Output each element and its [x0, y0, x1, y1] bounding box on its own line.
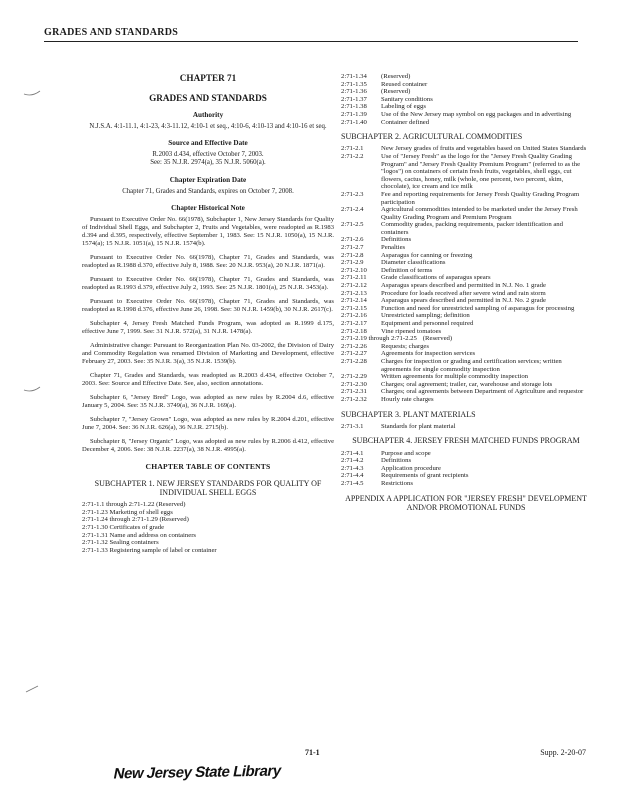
section-title: Restrictions — [381, 479, 413, 487]
toc-item[interactable] — [341, 206, 591, 221]
toc-item[interactable] — [341, 88, 591, 96]
section-number: 2:71-4.5 — [341, 479, 364, 487]
section-number: 2:71-4.1 — [341, 449, 364, 457]
section-title: Hourly rate charges — [381, 395, 434, 403]
section-number: 2:71-4.3 — [341, 464, 364, 472]
header-rule — [44, 41, 578, 42]
toc-item[interactable]: 2:71-1.30 Certificates of grade — [82, 524, 165, 531]
section-number: 2:71-2.1 — [341, 145, 364, 153]
subchapter-4-heading: SUBCHAPTER 4. JERSEY FRESH MATCHED FUNDS PROGRAM — [352, 436, 580, 446]
toc-item[interactable] — [341, 457, 591, 465]
history-paragraph: Pursuant to Executive Order No. 66(1978), Chapter 71, Grades and Standards, was readopted as R.1998 d.376, effective June 26, 1998. See: 30 N.J.R. 1459(b), 30 N.J.R. 2617(c). — [82, 297, 334, 313]
toc-item[interactable]: 2:71-1.1 through 2:71-1.22 (Reserved) — [82, 501, 186, 509]
expiration-text: Chapter 71, Grades and Standards, expires on October 7, 2008. — [122, 187, 294, 195]
section-title: New Jersey grades of fruits and vegetables based on United States Standards — [381, 145, 587, 153]
subchapter-1-continued — [341, 73, 591, 126]
toc-item[interactable] — [341, 221, 591, 236]
section-number: 2:71-2.13 — [341, 289, 367, 297]
history-paragraph: Administrative change: Pursuant to Reorganization Plan No. 03-2002, the Division of Dairy and Commodity Regulation was renamed Division of Marketing and Development, effective February 27, 2003. See: 35 N.J.R. 3(a), 35 N.J.R. 1539(b). — [82, 341, 334, 365]
section-title: Reused container — [381, 80, 428, 88]
section-title: Penalties — [381, 244, 406, 252]
section-title: Written agreements for multiple commodity inspection — [381, 373, 529, 381]
section-title: Labeling of eggs — [381, 103, 426, 111]
section-title: Definitions — [381, 236, 412, 244]
toc-item[interactable] — [341, 358, 591, 373]
subchapter-3-list — [341, 423, 591, 431]
section-title: Function and need for unrestricted sampling of asparagus for processing — [381, 304, 575, 312]
subchapter-2-heading: SUBCHAPTER 2. AGRICULTURAL COMMODITIES — [341, 132, 523, 142]
section-title: Asparagus for canning or freezing — [381, 251, 473, 259]
section-number: 2:71-2.3 — [341, 190, 364, 198]
authority-text: N.J.S.A. 4:1-11.1, 4:1-23, 4:3-11.12, 4:10-1 et seq., 4:10-6, 4:10-13 and 4:10-16 et seq. — [89, 123, 327, 130]
section-title: Charges for inspection or grading and certification services; written agreements for single commodity inspection — [381, 357, 562, 373]
section-title: Charges; oral agreements between Department of Agriculture and requestor — [381, 388, 584, 396]
source-heading: Source and Effective Date — [168, 139, 248, 148]
section-number: 2:71-2.17 — [341, 320, 367, 328]
supplement-date: Supp. 2-20-07 — [540, 748, 586, 757]
section-number: 2:71-2.27 — [341, 350, 367, 358]
section-number: 2:71-2.18 — [341, 327, 367, 335]
section-title: Use of "Jersey Fresh" as the logo for the "Jersey Fresh Quality Grading Program" and "Jersey Fresh Quality Premium Program" (referred to as the "logos") on containers of certain fresh fruits, vegetables, shell eggs, cut flowers, cactus, honey, milk (whole, one percent, two percent, skim, chocolate), ice cream and ice milk — [381, 152, 581, 191]
toc-item[interactable] — [341, 396, 591, 404]
section-number: 2:71-2.5 — [341, 221, 364, 229]
toc-item[interactable] — [341, 373, 591, 381]
toc-item[interactable] — [341, 236, 591, 244]
history-paragraph: Pursuant to Executive Order No. 66(1978), Chapter 71, Grades and Standards, was readopted as R.1988 d.370, effective July 8, 1988. See: 20 N.J.R. 953(a), 20 N.J.R. 1871(a). — [82, 253, 334, 269]
toc-item[interactable] — [341, 259, 591, 267]
section-number: 2:71-1.37 — [341, 95, 367, 103]
section-number: 2:71-2.19 through 2:71-2.25 — [341, 335, 417, 343]
toc-item[interactable] — [341, 290, 591, 298]
section-title: Diameter classifications — [381, 259, 446, 267]
chapter-number: CHAPTER 71 — [179, 73, 237, 83]
appendix-heading: APPENDIX A APPLICATION FOR "JERSEY FRESH" DEVELOPMENT AND/OR PROMOTIONAL FUNDS — [345, 493, 587, 512]
toc-item[interactable] — [341, 305, 591, 313]
source-line: R.2003 d.434, effective October 7, 2003. — [152, 151, 264, 159]
section-number: 2:71-2.6 — [341, 236, 364, 244]
section-number: 2:71-2.10 — [341, 266, 367, 274]
section-title: Vine ripened tomatoes — [381, 327, 442, 335]
toc-item[interactable]: 2:71-1.31 Name and address on containers — [82, 531, 197, 539]
section-number: 2:71-3.1 — [341, 422, 364, 430]
chapter-title: GRADES AND STANDARDS — [149, 93, 267, 103]
toc-item[interactable] — [341, 312, 591, 320]
toc-item[interactable] — [341, 244, 591, 252]
section-number: 2:71-1.38 — [341, 103, 367, 111]
toc-item[interactable] — [341, 297, 591, 305]
section-number: 2:71-1.36 — [341, 88, 367, 96]
section-number: 2:71-2.30 — [341, 380, 367, 388]
section-number: 2:71-1.35 — [341, 80, 367, 88]
toc-item[interactable] — [341, 73, 591, 81]
toc-item[interactable]: 2:71-1.23 Marketing of shell eggs — [82, 508, 173, 516]
toc-item[interactable]: 2:71-1.24 through 2:71-1.29 (Reserved) — [82, 516, 189, 524]
section-title: Agreements for inspection services — [381, 350, 476, 358]
section-title: Application procedure — [381, 464, 441, 472]
toc-item[interactable] — [341, 103, 591, 111]
toc-heading: CHAPTER TABLE OF CONTENTS — [145, 461, 271, 471]
section-number: 2:71-2.32 — [341, 395, 367, 403]
section-number: 2:71-2.14 — [341, 297, 367, 305]
page-number: 71-1 — [305, 748, 320, 757]
section-title: Container defined — [381, 118, 430, 126]
margin-mark — [22, 384, 42, 394]
margin-mark — [22, 88, 42, 98]
subchapter-1-heading: SUBCHAPTER 1. NEW JERSEY STANDARDS FOR QUALITY OF INDIVIDUAL SHELL EGGS — [94, 478, 322, 498]
section-title: Fee and reporting requirements for Jersey Fresh Quality Grading Program participation — [381, 190, 580, 206]
section-title: Agricultural commodities intended to be marketed under the Jersey Fresh Quality Grading Program and Premium Program — [381, 206, 578, 221]
section-title: Use of the New Jersey map symbol on egg packages and in advertising — [381, 110, 572, 118]
section-number: 2:71-2.15 — [341, 304, 367, 312]
toc-item[interactable] — [341, 381, 591, 389]
toc-item[interactable] — [341, 450, 591, 458]
section-title: Unrestricted sampling; definition — [381, 312, 470, 320]
section-title: Equipment and personnel required — [381, 320, 474, 328]
history-paragraph: Subchapter 6, "Jersey Bred" Logo, was adopted as new rules by R.2004 d.6, effective January 5, 2004. See: 35 N.J.R. 3749(a), 36 N.J.R. 169(a). — [82, 393, 334, 409]
running-head: GRADES AND STANDARDS — [44, 27, 179, 38]
section-number: 2:71-2.4 — [341, 206, 364, 214]
toc-item[interactable] — [341, 480, 591, 488]
toc-item[interactable] — [341, 320, 591, 328]
toc-item[interactable]: 2:71-1.33 Registering sample of label or container — [82, 546, 217, 554]
section-title: Requests; charges — [381, 342, 429, 350]
toc-item[interactable] — [341, 145, 591, 153]
section-number: 2:71-2.28 — [341, 357, 367, 365]
toc-item[interactable] — [341, 335, 591, 343]
history-paragraph: Pursuant to Executive Order No. 66(1978), Subchapter 1, New Jersey Standards for Quality of Individual Shell Eggs, and Subchapter 2, Fruits and Vegetables, were readopted as R.1983 d.394 and d.395, respectively, effective September 1, 1983. See: 15 N.J.R. 1050(a), 15 N.J.R. 1574(a); 15 N.J.R. 1051(a), 15 N.J.R. 1574(b). — [82, 215, 334, 247]
toc-item[interactable] — [341, 388, 591, 396]
section-number: 2:71-4.4 — [341, 472, 364, 480]
expiration-heading: Chapter Expiration Date — [169, 175, 247, 184]
toc-item[interactable] — [341, 350, 591, 358]
history-paragraph: Subchapter 8, "Jersey Organic" Logo, was adopted as new rules by R.2006 d.412, effective December 4, 2006. See: 38 N.J.R. 2237(a), 38 N.J.R. 4995(a). — [82, 437, 334, 453]
section-number: 2:71-1.39 — [341, 110, 367, 118]
right-column — [341, 73, 591, 516]
library-stamp: New Jersey State Library — [112, 762, 283, 783]
source-line: See: 35 N.J.R. 2974(a), 35 N.J.R. 5060(a). — [150, 159, 266, 167]
section-number: 2:71-1.34 — [341, 73, 367, 80]
section-number: 2:71-2.11 — [341, 274, 367, 282]
toc-item[interactable] — [341, 343, 591, 351]
history-heading: Chapter Historical Note — [171, 203, 245, 212]
section-title: Asparagus spears described and permitted in N.J. No. 1 grade — [381, 282, 546, 290]
section-title: Charges; oral agreement; trailer, car, warehouse and storage lots — [381, 380, 553, 388]
toc-item[interactable] — [341, 96, 591, 104]
section-title: (Reserved) — [381, 73, 411, 80]
left-column — [82, 73, 334, 554]
subchapter-2-list — [341, 145, 591, 403]
subchapter-3-heading: SUBCHAPTER 3. PLANT MATERIALS — [341, 409, 476, 419]
section-number: 2:71-2.9 — [341, 259, 364, 267]
toc-item[interactable] — [341, 328, 591, 336]
toc-item[interactable] — [341, 282, 591, 290]
toc-item[interactable] — [341, 472, 591, 480]
section-title: Purpose and scope — [381, 449, 431, 457]
section-number: 2:71-2.8 — [341, 251, 364, 259]
subchapter-4-list — [341, 450, 591, 488]
toc-item[interactable] — [341, 267, 591, 275]
toc-item[interactable]: 2:71-1.32 Sealing containers — [82, 539, 159, 547]
history-paragraph: Subchapter 4, Jersey Fresh Matched Funds Program, was adopted as R.1999 d.175, effective June 7, 1999. See: 31 N.J.R. 572(a), 31 N.J.R. 1478(a). — [82, 319, 334, 335]
authority-heading: Authority — [192, 111, 224, 119]
section-title: Asparagus spears described and permitted in N.J. No. 2 grade — [381, 297, 546, 305]
toc-item[interactable] — [341, 119, 591, 127]
section-number: 2:71-4.2 — [341, 457, 364, 465]
section-title: Requirements of grant recipients — [381, 472, 469, 480]
history-paragraph: Chapter 71, Grades and Standards, was readopted as R.2003 d.434, effective October 7, 2003. See: Source and Effective Date. See, also, section annotations. — [82, 371, 334, 387]
section-title: (Reserved) — [381, 88, 411, 96]
section-number: 2:71-2.2 — [341, 152, 364, 160]
section-title: Commodity grades, packing requirements, packer identification and containers — [381, 221, 563, 236]
section-title: (Reserved) — [422, 335, 453, 343]
section-number: 2:71-2.7 — [341, 244, 364, 252]
toc-item[interactable] — [341, 274, 591, 282]
toc-item[interactable] — [341, 423, 591, 431]
section-number: 2:71-2.31 — [341, 388, 367, 396]
toc-item[interactable] — [341, 81, 591, 89]
section-number: 2:71-1.40 — [341, 118, 367, 126]
section-title: Grade classifications of asparagus spears — [381, 274, 491, 282]
toc-item[interactable] — [341, 465, 591, 473]
section-title: Procedure for loads received after severe wind and rain storm — [381, 289, 546, 297]
section-number: 2:71-2.12 — [341, 282, 367, 290]
toc-item[interactable] — [341, 153, 591, 191]
section-title: Sanitary conditions — [381, 95, 433, 103]
section-title: Definitions — [381, 457, 412, 465]
toc-item[interactable] — [341, 111, 591, 119]
section-title: Definition of terms — [381, 266, 433, 274]
section-number: 2:71-2.16 — [341, 312, 367, 320]
history-paragraph: Pursuant to Executive Order No. 66(1978), Chapter 71, Grades and Standards, was readopted as R.1993 d.379, effective July 2, 1993. See: 25 N.J.R. 1801(a), 25 N.J.R. 3453(a). — [82, 275, 334, 291]
toc-item[interactable] — [341, 191, 591, 206]
toc-item[interactable] — [341, 252, 591, 260]
section-number: 2:71-2.26 — [341, 342, 367, 350]
margin-mark — [22, 684, 42, 694]
history-paragraph: Subchapter 7, "Jersey Grown" Logo, was adopted as new rules by R.2004 d.201, effective June 7, 2004. See: 36 N.J.R. 626(a), 36 N.J.R. 2715(b). — [82, 415, 334, 431]
section-number: 2:71-2.29 — [341, 373, 367, 381]
section-title: Standards for plant material — [381, 422, 456, 430]
